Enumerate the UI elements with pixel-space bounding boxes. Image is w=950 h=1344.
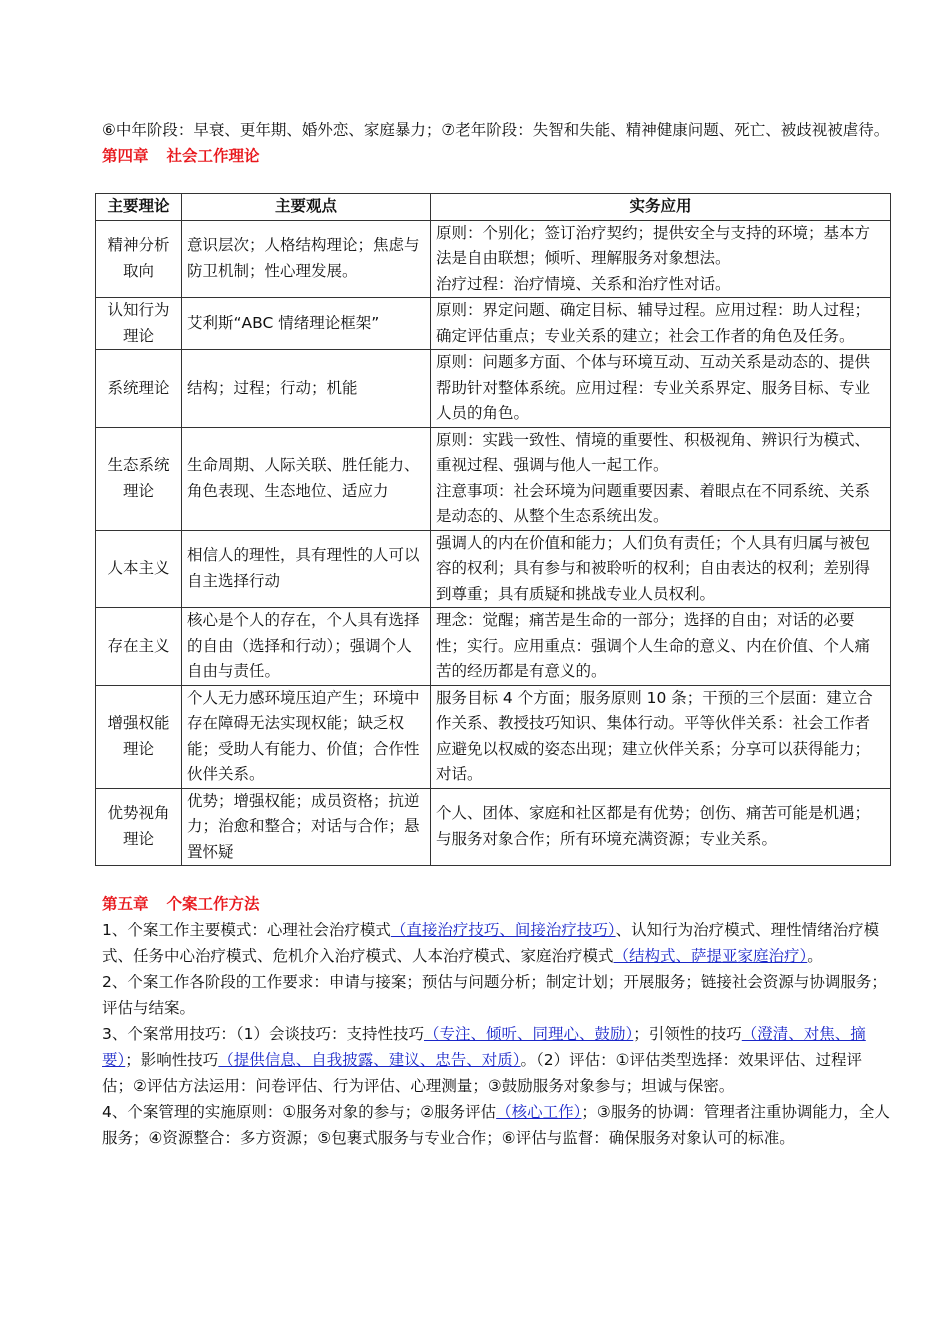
- theory-application-cell: [431, 427, 891, 530]
- table-row: [96, 298, 891, 350]
- chapter-4-number: 第四章: [102, 147, 149, 165]
- table-header-row: [96, 194, 891, 221]
- chapter-4-title: 社会工作理论: [166, 147, 260, 165]
- theory-application-cell: [431, 788, 891, 866]
- theory-table-body: [96, 220, 891, 866]
- table-row: [96, 220, 891, 298]
- table-row: [96, 788, 891, 866]
- theory-name-cell: 增强权能理论: [96, 685, 182, 788]
- header-theory: 主要理论: [96, 194, 182, 221]
- p1-text-c: 。: [807, 947, 823, 965]
- application-line: 服务目标 4 个方面；服务原则 10 条；干预的三个层面：建立合作关系、教授技巧知识、集体行动。平等伙伴关系：社会工作者应避免以权威的姿态出现；建立伙伴关系；分享可以获得能力；对话。: [436, 688, 873, 783]
- theory-application-cell: [431, 685, 891, 788]
- theory-name-cell: 生态系统理论: [96, 427, 182, 530]
- application-line: 理念：觉醒；痛苦是生命的一部分；选择的自由；对话的必要性；实行。应用重点：强调个人生命的意义、内在价值、个人痛苦的经历都是有意义的。: [436, 611, 871, 680]
- theory-name-cell: 优势视角理论: [96, 788, 182, 866]
- theory-application-cell: [431, 350, 891, 428]
- paragraph-3: [102, 1021, 892, 1099]
- chapter-5-title: 个案工作方法: [166, 895, 260, 913]
- theory-view-cell: 意识层次；人格结构理论；焦虑与防卫机制；性心理发展。: [182, 220, 431, 298]
- table-row: [96, 608, 891, 686]
- p4-text-b: ；③服务的协调：管理者注重协调能力，全人服务；④资源整合：多方资源；⑤包裹式服务与专业合作；⑥评估与监督：确保服务对象认可的标准。: [102, 1103, 890, 1147]
- application-line: 原则：实践一致性、情境的重要性、积极视角、辨识行为模式、重视过程、强调与他人一起工作。: [436, 430, 871, 474]
- theory-view-cell: 生命周期、人际关联、胜任能力、角色表现、生态地位、适应力: [182, 427, 431, 530]
- p3-text-c: ；影响性技巧: [125, 1051, 219, 1069]
- p3-text-a: 3、个案常用技巧：（1）会谈技巧：支持性技巧: [102, 1025, 424, 1043]
- theory-name-cell: 认知行为理论: [96, 298, 182, 350]
- p1-link-direct-indirect[interactable]: （直接治疗技巧、间接治疗技巧）: [390, 921, 616, 939]
- theory-view-cell: 结构；过程；行动；机能: [182, 350, 431, 428]
- p1-text-b: 、认知行为治疗模式、理性情绪治疗模式、任务中心治疗模式、危机介入治疗模式、人本治疗模式、家庭治疗模式: [102, 921, 880, 965]
- theory-application-cell: [431, 298, 891, 350]
- p3-text-d: 。（2）评估：①评估类型选择：效果评估、过程评估；②评估方法运用：问卷评估、行为评估、心理测量；③鼓励服务对象参与；坦诚与保密。: [102, 1051, 863, 1095]
- theory-name-cell: 精神分析取向: [96, 220, 182, 298]
- application-line: 原则：界定问题、确定目标、辅导过程。应用过程：助人过程；确定评估重点；专业关系的建立；社会工作者的角色及任务。: [436, 301, 871, 345]
- p3-link-supportive[interactable]: （专注、倾听、同理心、鼓励）: [423, 1025, 634, 1043]
- p3-link-leading[interactable]: （澄清、对焦、摘要）: [102, 1025, 866, 1069]
- theory-view-cell: 艾利斯“ABC 情绪理论框架”: [182, 298, 431, 350]
- theory-name-cell: 人本主义: [96, 530, 182, 608]
- paragraph-2: 2、个案工作各阶段的工作要求：申请与接案；预估与问题分析；制定计划；开展服务；链接社会资源与协调服务；评估与结案。: [102, 973, 887, 1017]
- theory-name-cell: 系统理论: [96, 350, 182, 428]
- theory-view-cell: 相信人的理性，具有理性的人可以自主选择行动: [182, 530, 431, 608]
- application-line: 治疗过程：治疗情境、关系和治疗性对话。: [436, 274, 731, 293]
- table-row: [96, 427, 891, 530]
- table-row: [96, 350, 891, 428]
- theory-view-cell: 个人无力感环境压迫产生；环境中存在障碍无法实现权能；缺乏权能；受助人有能力、价值；合作性伙伴关系。: [182, 685, 431, 788]
- chapter-4-heading: [102, 143, 892, 169]
- chapter-5-heading: [102, 891, 892, 917]
- theory-table: [95, 193, 891, 866]
- p1-link-family-therapy[interactable]: （结构式、萨提亚家庭治疗）: [613, 947, 808, 965]
- p4-link-core-work[interactable]: （核心工作）: [496, 1103, 582, 1121]
- header-application: 实务应用: [431, 194, 891, 221]
- theory-application-cell: [431, 220, 891, 298]
- application-line: 个人、团体、家庭和社区都是有优势；创伤、痛苦可能是机遇；与服务对象合作；所有环境充满资源；专业关系。: [436, 804, 871, 848]
- theory-view-cell: 优势；增强权能；成员资格；抗逆力；治愈和整合；对话与合作；悬置怀疑: [182, 788, 431, 866]
- p3-text-b: ；引领性的技巧: [633, 1025, 742, 1043]
- application-line: 注意事项：社会环境为问题重要因素、着眼点在不同系统、关系是动态的、从整个生态系统出发。: [436, 481, 871, 525]
- theory-view-cell: 核心是个人的存在，个人具有选择的自由（选择和行动）；强调个人自由与责任。: [182, 608, 431, 686]
- table-row: [96, 685, 891, 788]
- p4-text-a: 4、个案管理的实施原则：①服务对象的参与；②服务评估: [102, 1103, 497, 1121]
- header-view: 主要观点: [182, 194, 431, 221]
- application-line: 原则：问题多方面、个体与环境互动、互动关系是动态的、提供帮助针对整体系统。应用过程：专业关系界定、服务目标、专业人员的角色。: [436, 353, 871, 422]
- theory-application-cell: [431, 530, 891, 608]
- chapter-5-section: [102, 891, 892, 1151]
- paragraph-4: [102, 1099, 892, 1151]
- application-line: 原则：个别化；签订治疗契约；提供安全与支持的环境；基本方法是自由联想；倾听、理解服务对象想法。: [436, 223, 871, 267]
- p3-link-influencing[interactable]: （提供信息、自我披露、建议、忠告、对质）: [218, 1051, 521, 1069]
- application-line: 强调人的内在价值和能力；人们负有责任；个人具有归属与被包容的权利；具有参与和被聆听的权利；自由表达的权利；差别得到尊重；具有质疑和挑战专业人员权利。: [436, 533, 871, 603]
- intro-section: [102, 117, 892, 169]
- theory-name-cell: 存在主义: [96, 608, 182, 686]
- paragraph-1: [102, 917, 892, 969]
- intro-paragraph: ⑥中年阶段：早衰、更年期、婚外恋、家庭暴力；⑦老年阶段：失智和失能、精神健康问题、死亡、被歧视被虐待。: [102, 121, 890, 139]
- p1-text-a: 1、个案工作主要模式：心理社会治疗模式: [102, 921, 391, 939]
- table-row: [96, 530, 891, 608]
- theory-application-cell: [431, 608, 891, 686]
- chapter-5-number: 第五章: [102, 895, 149, 913]
